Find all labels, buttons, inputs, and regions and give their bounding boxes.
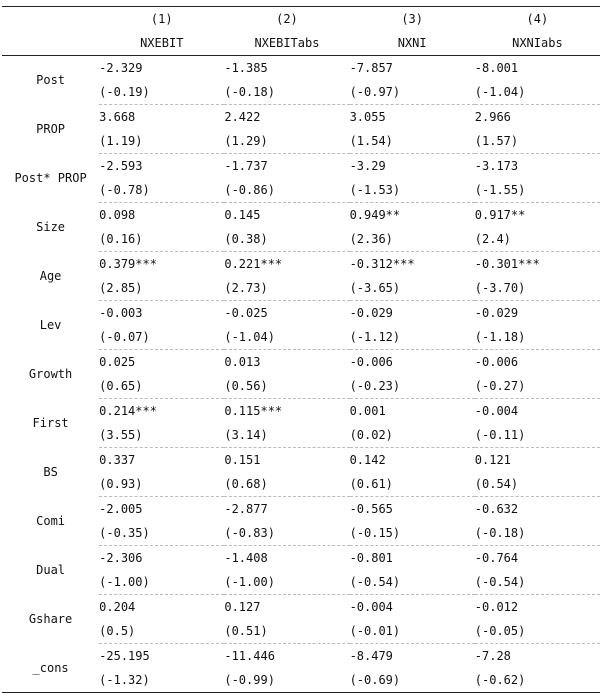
coefficient-cell: 2.422 [224,110,261,124]
t-stat-cell: (1.29) [224,129,349,154]
t-stat-cell: (2.36) [350,227,475,252]
variable-name: Growth [28,367,73,381]
table-row [2,350,600,375]
coefficient-cell: -11.446 [224,649,275,663]
t-stat-cell: (-1.32) [99,668,224,693]
t-stat-cell: (-0.97) [350,80,475,105]
col-var-4: NXNIabs [475,31,600,56]
t-stat-cell: (-0.18) [475,521,600,546]
coefficient-cell: -0.312*** [349,257,415,271]
table-row [2,105,600,130]
coefficient-cell: -0.004 [349,600,393,614]
variable-name: First [32,416,69,430]
t-stat-cell: (-0.27) [475,374,600,399]
t-stat-cell: (-3.70) [475,276,600,301]
header-corner [2,7,99,32]
table-body [2,56,600,693]
coefficient-cell: -0.801 [349,551,393,565]
t-stat-cell: (-0.78) [99,178,224,203]
t-stat-cell: (-0.35) [99,521,224,546]
t-stat-cell: (-0.15) [350,521,475,546]
header-row-numbers [2,7,600,32]
t-stat-cell: (1.57) [475,129,600,154]
coefficient-cell: 2.966 [474,110,511,124]
col-number-1: (1) [99,7,224,32]
coefficient-cell: 0.098 [99,208,136,222]
col-number-2: (2) [224,7,349,32]
table-row [2,448,600,473]
t-stat-cell: (3.55) [99,423,224,448]
t-stat-cell: (1.54) [350,129,475,154]
t-stat-cell: (-1.00) [224,570,349,595]
t-stat-cell: (0.02) [350,423,475,448]
coefficient-cell: 3.055 [349,110,386,124]
coefficient-cell: 0.115*** [224,404,283,418]
coefficient-cell: 0.127 [224,600,261,614]
regression-table [2,6,600,693]
coefficient-cell: 0.142 [349,453,386,467]
coefficient-cell: 3.668 [99,110,136,124]
coefficient-cell: -7.857 [349,61,393,75]
table-row [2,252,600,277]
variable-name: _cons [2,644,99,693]
coefficient-cell: 0.337 [99,453,136,467]
coefficient-cell: -0.301*** [474,257,540,271]
t-stat-cell: (-0.69) [350,668,475,693]
header-row-depvars [2,31,600,56]
table-row [2,546,600,571]
coefficient-cell: -0.565 [349,502,393,516]
coefficient-cell: 0.949** [349,208,401,222]
t-stat-cell: (-0.54) [350,570,475,595]
t-stat-cell: (-1.04) [475,80,600,105]
t-stat-cell: (2.73) [224,276,349,301]
variable-name: Comi [36,514,66,528]
coefficient-cell: 0.214*** [99,404,157,418]
coefficient-cell: 0.151 [224,453,261,467]
coefficient-cell: 0.145 [224,208,261,222]
coefficient-cell: -7.28 [474,649,511,663]
col-var-3: NXNI [350,31,475,56]
t-stat-cell: (-1.00) [99,570,224,595]
t-stat-cell: (1.19) [99,129,224,154]
coefficient-cell: -0.004 [474,404,519,418]
t-stat-cell: (0.93) [99,472,224,497]
t-stat-cell: (2.85) [99,276,224,301]
t-stat-cell: (-0.23) [350,374,475,399]
coefficient-cell: -2.593 [99,159,143,173]
coefficient-cell: -8.479 [349,649,393,663]
table-row [2,203,600,228]
coefficient-cell: 0.121 [474,453,511,467]
t-stat-cell: (-0.07) [99,325,224,350]
t-stat-cell: (-1.04) [224,325,349,350]
t-stat-cell: (0.38) [224,227,349,252]
t-stat-cell: (3.14) [224,423,349,448]
variable-name: Gshare [28,612,73,626]
t-stat-cell: (-1.53) [350,178,475,203]
col-number-3: (3) [350,7,475,32]
table-row [2,644,600,669]
coefficient-cell: -0.029 [474,306,519,320]
col-var-2: NXEBITabs [224,31,349,56]
coefficient-cell: -1.408 [224,551,268,565]
coefficient-cell: 0.221*** [224,257,283,271]
variable-name: BS [43,465,58,479]
t-stat-cell: (-0.54) [475,570,600,595]
coefficient-cell: -0.006 [474,355,519,369]
t-stat-cell: (0.51) [224,619,349,644]
t-stat-cell: (-0.01) [350,619,475,644]
t-stat-cell: (-1.18) [475,325,600,350]
t-stat-cell: (-0.83) [224,521,349,546]
table-row [2,154,600,179]
coefficient-cell: 0.204 [99,600,136,614]
coefficient-cell: -0.006 [349,355,393,369]
t-stat-cell: (0.65) [99,374,224,399]
col-number-4: (4) [475,7,600,32]
variable-name: Post [36,73,66,88]
coefficient-cell: 0.379*** [99,257,157,271]
coefficient-cell: -0.029 [349,306,393,320]
coefficient-cell: -1.737 [224,159,268,173]
table-row [2,399,600,424]
coefficient-cell: -0.632 [474,502,519,516]
coefficient-cell: -0.012 [474,600,519,614]
table-row [2,301,600,326]
coefficient-cell: -1.385 [224,61,268,75]
coefficient-cell: -2.329 [99,61,143,75]
coefficient-cell: 0.001 [349,404,386,418]
coefficient-cell: 0.025 [99,355,136,369]
coefficient-cell: 0.013 [224,355,261,369]
t-stat-cell: (-1.12) [350,325,475,350]
t-stat-cell: (0.56) [224,374,349,399]
coefficient-cell: -0.003 [99,306,143,320]
t-stat-cell: (-0.05) [475,619,600,644]
variable-name: Post* PROP [14,171,87,185]
table-row [2,56,600,81]
variable-name: PROP [36,122,66,136]
coefficient-cell: -3.29 [349,159,386,173]
coefficient-cell: -3.173 [474,159,519,173]
t-stat-cell: (-0.62) [475,668,600,693]
table-row [2,595,600,620]
header-corner-2 [2,31,99,56]
coefficient-cell: -0.025 [224,306,268,320]
t-stat-cell: (0.54) [475,472,600,497]
t-stat-cell: (-0.18) [224,80,349,105]
coefficient-cell: -2.877 [224,502,268,516]
variable-name: Size [36,220,66,234]
t-stat-cell: (-0.86) [224,178,349,203]
col-var-1: NXEBIT [99,31,224,56]
t-stat-cell: (-3.65) [350,276,475,301]
coefficient-cell: -0.764 [474,551,519,565]
t-stat-cell: (0.61) [350,472,475,497]
t-stat-cell: (0.16) [99,227,224,252]
t-stat-cell: (-0.11) [475,423,600,448]
coefficient-cell: -8.001 [474,61,519,75]
t-stat-cell: (0.5) [99,619,224,644]
t-stat-cell: (2.4) [475,227,600,252]
t-stat-cell: (-0.99) [224,668,349,693]
variable-name: Lev [39,318,62,332]
variable-name: Age [39,269,62,283]
table-row [2,497,600,522]
coefficient-cell: -2.005 [99,502,143,516]
t-stat-cell: (-1.55) [475,178,600,203]
variable-name: Dual [36,563,66,577]
coefficient-cell: -2.306 [99,551,143,565]
coefficient-cell: -25.195 [99,649,150,663]
t-stat-cell: (-0.19) [99,80,224,105]
coefficient-cell: 0.917** [474,208,526,222]
t-stat-cell: (0.68) [224,472,349,497]
